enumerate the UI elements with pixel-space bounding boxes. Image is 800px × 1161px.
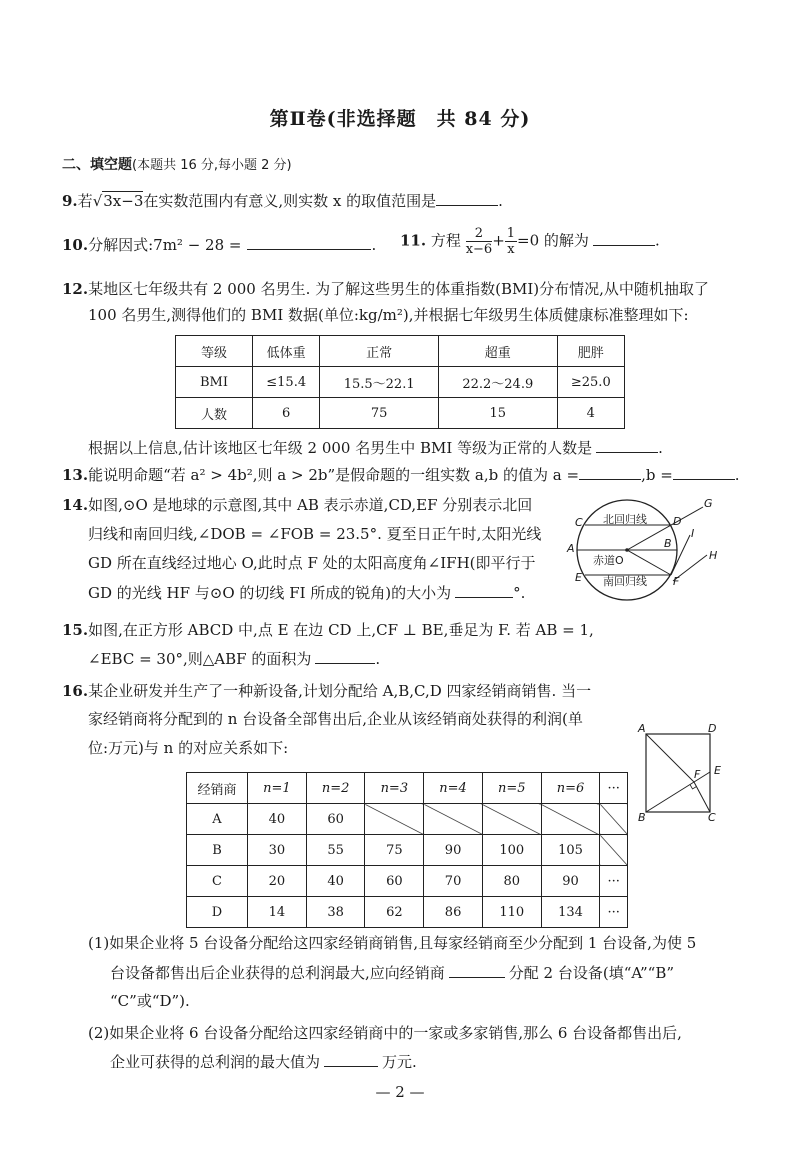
square-point-e: E [714,764,721,777]
point-b-label: B [664,537,672,550]
dealer-cell: 30 [248,835,307,866]
question-12-line-1 [62,278,709,299]
question-10 [62,234,376,255]
q16-text-1: 某企业研发并生产了一种新设备,计划分配给 A,B,C,D 四家经销商销售. 当一 [88,682,592,700]
dealer-cell: 60 [365,866,424,897]
bmi-header-cell: 低体重 [253,336,320,367]
dealer-table-header-row [187,773,628,804]
square-point-c: C [708,811,716,824]
dealer-cell: 86 [424,897,483,928]
q14-text-4: GD 的光线 HF 与⊙O 的切线 FI 所成的锐角)的大小为 [88,584,452,602]
q16-part1-line-1: (1)如果企业将 5 台设备分配给这四家经销商销售,且每家经销商至少分配到 1 台设备,为使 5 [88,934,697,952]
q12-text-1: 某地区七年级共有 2 000 名男生. 为了解这些男生的体重指数(BMI)分布情况,从中随机抽取了 [88,280,709,298]
bmi-table-row [176,367,625,398]
q11-number: 11. [400,231,427,250]
dealer-row-c [187,866,628,897]
q16-part2-line-2 [110,1051,417,1072]
point-e-label: E [575,571,582,584]
dealer-cell: 105 [541,835,600,866]
q16-part1-text-a: 台设备都售出后企业获得的总利润最大,应向经销商 [110,964,445,982]
earth-diagram [565,495,725,605]
q14-answer-blank[interactable] [455,583,513,598]
square-point-b: B [638,811,646,824]
bmi-header-cell: 等级 [176,336,253,367]
dealer-cell: ··· [600,866,628,897]
q12-text-2: 100 名男生,测得他们的 BMI 数据(单位:kg/m²),并根据七年级男生体质健康标准整理如下: [88,306,689,324]
dealer-cell: D [187,897,248,928]
point-g-label: G [704,497,713,510]
question-11 [400,226,660,257]
q10-number: 10. [62,236,89,254]
q14-text-1: 如图,⊙O 是地球的示意图,其中 AB 表示赤道,CD,EF 分别表示北回 [88,496,533,514]
dealer-cell-empty [600,835,628,866]
dealer-cell: 14 [248,897,307,928]
q16-part2-line-1: (2)如果企业将 6 台设备分配给这四家经销商中的一家或多家销售,那么 6 台设备都售出后, [88,1024,682,1042]
south-tropic-label: 南回归线 [603,575,647,588]
q9-text: 在实数范围内有意义,则实数 x 的取值范围是 [143,192,437,210]
q16-part2-text-a: 企业可获得的总利润的最大值为 [110,1053,321,1071]
dealer-cell: 100 [482,835,541,866]
bmi-cell: 人数 [176,398,253,429]
dealer-cell: 20 [248,866,307,897]
point-i-label: I [691,527,695,540]
q11-pre: 方程 [430,231,461,250]
question-16-line-1 [62,680,591,701]
q16-text-2: 家经销商将分配到的 n 台设备全部售出后,企业从该经销商处获得的利润(单 [88,710,583,728]
q10-end: . [371,236,377,254]
q14-number: 14. [62,496,89,514]
question-9: 9.若√3x−3在实数范围内有意义,则实数 x 的取值范围是 . [62,192,503,210]
bmi-cell: 15.5～22.1 [320,367,439,398]
bmi-cell: 15 [438,398,557,429]
q13-text: 能说明命题“若 a² > 4b²,则 a > 2b”是假命题的一组实数 a,b 的值为 a = [88,466,580,484]
dealer-cell: 62 [365,897,424,928]
dealer-cell: 90 [541,866,600,897]
dealer-row-b [187,835,628,866]
q11-end: . [654,231,660,250]
q13-mid: ,b = [641,466,673,484]
q11-plus: + [492,231,505,250]
q16-part1-line-2 [110,962,674,983]
dealer-header-cell: n=1 [248,773,307,804]
dealer-cell: ··· [600,897,628,928]
q13-end: . [734,466,740,484]
dealer-header-cell: n=4 [424,773,483,804]
bmi-table [175,335,625,429]
equator-label: 赤道O [593,554,624,567]
dealer-row-d [187,897,628,928]
bmi-cell: 22.2～24.9 [438,367,557,398]
q16-part2-text-b: 万元. [382,1053,417,1071]
bmi-table-header-row [176,336,625,367]
north-tropic-label: 北回归线 [603,513,647,526]
q15-number: 15. [62,621,89,639]
dealer-cell: B [187,835,248,866]
point-c-label: C [575,516,583,529]
q13-answer-blank-b[interactable] [673,465,735,480]
q16-text-3: 位:万元)与 n 的对应关系如下: [88,739,289,757]
page-title: 第Ⅱ卷(非选择题 共 84 分) [269,108,531,130]
q9-answer-blank[interactable] [436,191,498,206]
q15-text-2-wrap [88,648,380,669]
q12-number: 12. [62,280,89,298]
point-f-label: F [673,575,680,588]
q11-fraction-1: $\frac{2}{x-6}$ [465,226,493,257]
point-d-label: D [673,515,682,528]
q9-end: . [498,192,503,210]
dealer-cell: 75 [365,835,424,866]
dealer-cell: 40 [248,804,307,835]
dealer-cell-empty [365,804,424,835]
dealer-cell: 134 [541,897,600,928]
dealer-cell: 40 [306,866,365,897]
q15-end: . [375,650,381,668]
dealer-cell: 80 [482,866,541,897]
q12-after-text: 根据以上信息,估计该地区七年级 2 000 名男生中 BMI 等级为正常的人数是 [88,439,593,457]
dealer-cell: 55 [306,835,365,866]
question-13 [62,464,740,485]
page-number: — 2 — [375,1083,425,1101]
bmi-cell: ≤15.4 [253,367,320,398]
q9-number: 9. [62,192,78,210]
dealer-cell: 90 [424,835,483,866]
dealer-cell-empty [541,804,600,835]
bmi-header-cell: 肥胖 [557,336,624,367]
q14-text-3: GD 所在直线经过地心 O,此时点 F 处的太阳高度角∠IFH(即平行于 [88,554,536,572]
bmi-cell: 6 [253,398,320,429]
section-heading [62,154,292,174]
bmi-header-cell: 超重 [438,336,557,367]
section-note: (本题共 16 分,每小题 2 分) [132,158,292,173]
dealer-row-a [187,804,628,835]
q14-text-4-wrap [88,582,525,603]
q11-fraction-2: $\frac{1}{x}$ [506,226,516,257]
q12-end: . [658,439,663,457]
q12-question [88,437,663,458]
square-point-f: F [694,768,701,781]
dealer-cell-empty [482,804,541,835]
q9-radicand: 3x−3 [103,192,144,210]
dealer-header-cell: n=3 [365,773,424,804]
square-point-d: D [708,722,717,735]
bmi-cell: 75 [320,398,439,429]
q10-text: 分解因式:7m² − 28 = [88,236,242,254]
q16-part2-answer-blank[interactable] [324,1052,378,1067]
q11-answer-blank[interactable] [593,231,655,246]
q13-number: 13. [62,466,89,484]
q16-part1-line-3: “C”或“D”). [110,992,190,1010]
dealer-cell: 60 [306,804,365,835]
dealer-cell: 110 [482,897,541,928]
section-label: 二、填空题 [62,157,132,173]
dealer-cell: C [187,866,248,897]
bmi-header-cell: 正常 [320,336,439,367]
q11-text: =0 的解为 [517,231,589,250]
dealer-header-cell: n=5 [482,773,541,804]
dealer-cell: A [187,804,248,835]
dealer-cell: 70 [424,866,483,897]
point-a-label: A [567,542,575,555]
square-point-a: A [638,722,646,735]
bmi-cell: ≥25.0 [557,367,624,398]
q12-answer-blank[interactable] [596,438,658,453]
q16-part1-text-b: 分配 2 台设备(填“A”“B” [508,964,675,982]
bmi-cell: 4 [557,398,624,429]
q13-answer-blank-a[interactable] [579,465,641,480]
q16-part1-answer-blank[interactable] [449,963,505,978]
bmi-cell: BMI [176,367,253,398]
question-14-line-1 [62,494,532,515]
q14-end: °. [513,584,526,602]
q9-pre: 若 [77,192,93,210]
square-diagram [638,724,728,824]
bmi-count-row [176,398,625,429]
q10-answer-blank[interactable] [247,235,371,250]
q15-text-1: 如图,在正方形 ABCD 中,点 E 在边 CD 上,CF ⊥ BE,垂足为 F. 若 AB = 1, [88,621,594,639]
q16-number: 16. [62,682,89,700]
dealer-header-cell: n=2 [306,773,365,804]
point-h-label: H [709,549,718,562]
dealer-header-cell: 经销商 [187,773,248,804]
q14-text-2: 归线和南回归线,∠DOB = ∠FOB = 23.5°. 夏至日正午时,太阳光线 [88,525,542,543]
dealer-profit-table [186,772,628,928]
dealer-cell: 38 [306,897,365,928]
q15-answer-blank[interactable] [315,649,375,664]
dealer-cell-empty [600,804,628,835]
question-15-line-1 [62,619,594,640]
dealer-header-cell: n=6 [541,773,600,804]
dealer-cell-empty [424,804,483,835]
q15-text-2: ∠EBC = 30°,则△ABF 的面积为 [88,650,312,668]
dealer-header-cell: ··· [600,773,628,804]
